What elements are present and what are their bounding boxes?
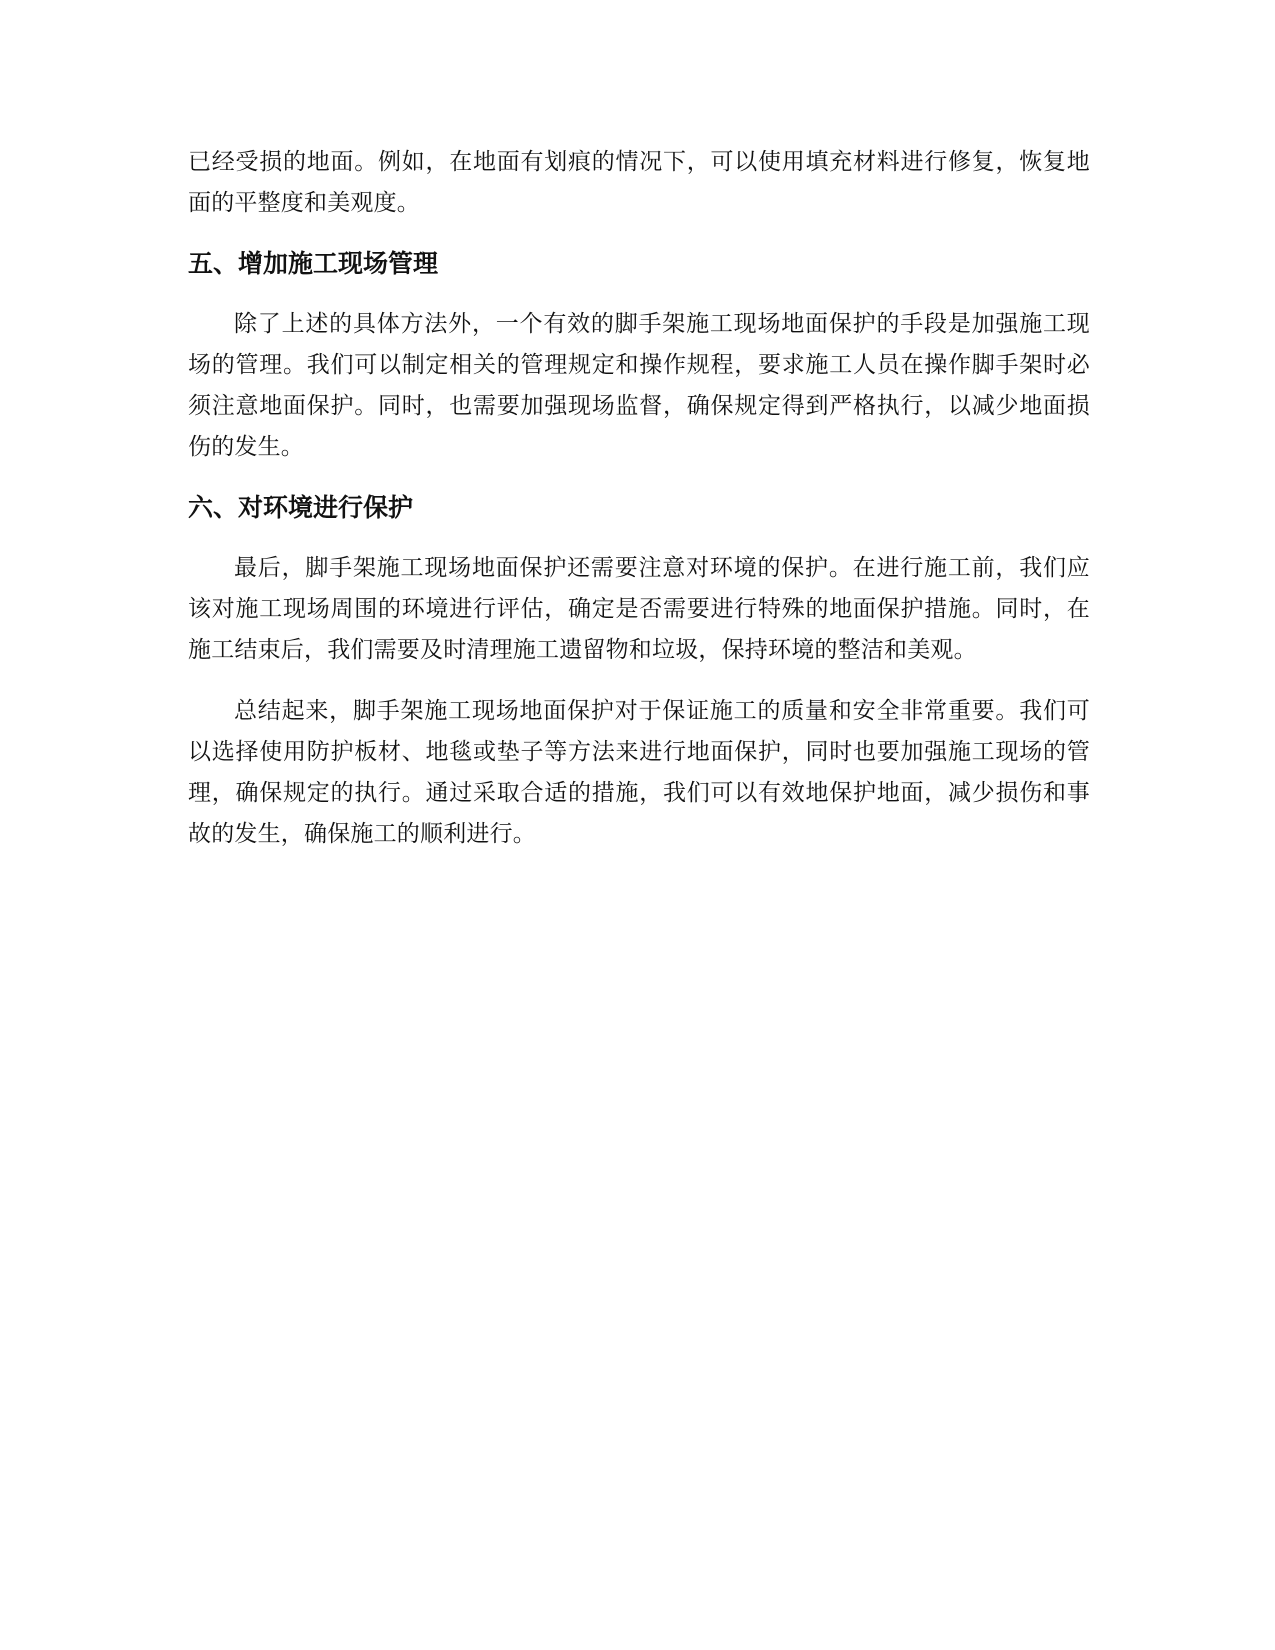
section-5-paragraph: 除了上述的具体方法外，一个有效的脚手架施工现场地面保护的手段是加强施工现场的管理。我们可以制定相关的管理规定和操作规程，要求施工人员在操作脚手架时必须注意地面保护。同时，也需要加强现场监督，确保规定得到严格执行，以减少地面损伤的发生。 (188, 311, 1090, 460)
section-6-paragraph: 最后，脚手架施工现场地面保护还需要注意对环境的保护。在进行施工前，我们应该对施工现场周围的环境进行评估，确定是否需要进行特殊的地面保护措施。同时，在施工结束后，我们需要及时清理施工遗留物和垃圾，保持环境的整洁和美观。 (188, 555, 1090, 663)
conclusion-paragraph: 总结起来，脚手架施工现场地面保护对于保证施工的质量和安全非常重要。我们可以选择使用防护板材、地毯或垫子等方法来进行地面保护，同时也要加强施工现场的管理，确保规定的执行。通过采取合适的措施，我们可以有效地保护地面，减少损伤和事故的发生，确保施工的顺利进行。 (188, 698, 1090, 847)
document-body (188, 142, 1090, 855)
section-heading-5: 五、增加施工现场管理 (188, 249, 439, 278)
section-heading-6: 六、对环境进行保护 (188, 493, 414, 522)
continuation-paragraph: 已经受损的地面。例如，在地面有划痕的情况下，可以使用填充材料进行修复，恢复地面的平整度和美观度。 (188, 149, 1090, 216)
